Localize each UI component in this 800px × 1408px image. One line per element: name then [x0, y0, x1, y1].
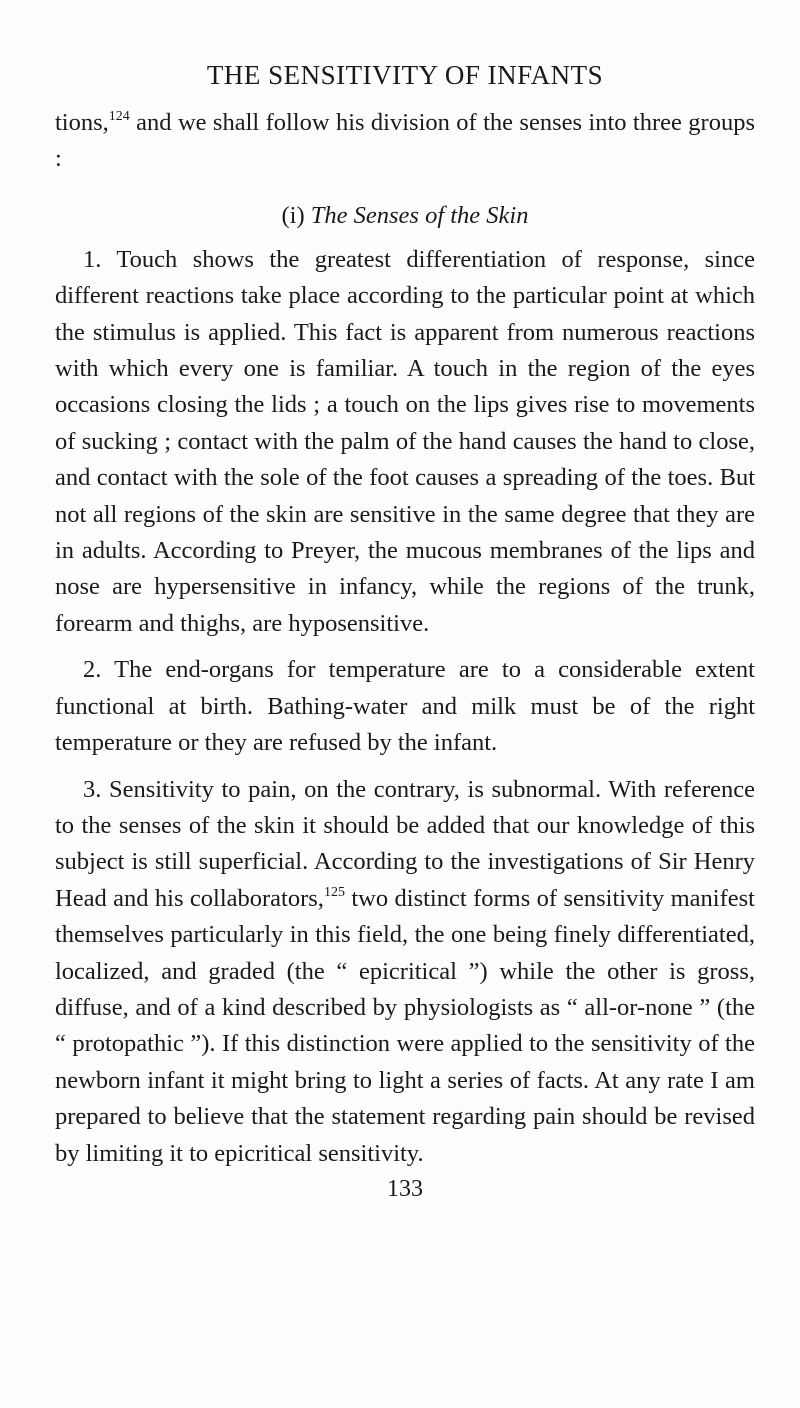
running-head: THE SENSITIVITY OF INFANTS: [206, 60, 604, 90]
pain-text-end: two distinct forms of sensitivity manifest themselves particularly in this field, the one being finely differentiated, localized, and graded (the “ epicritical ”) while the other is gross, diffuse, and of a kind described by physiologists as “ all-or-none ” (the “ protopathic ”). If this distinction were applied to the sensitivity of the newborn infant it might bring to light a series of facts. At any rate I am prepared to believe that the statement regarding pain should be revised by limiting it to epicritical sensitivity.: [55, 884, 755, 1167]
footnote-ref-124: 124: [108, 109, 130, 124]
book-page: [55, 60, 755, 1206]
section-number: (i): [281, 201, 305, 229]
pain-text-start: 3. Sensitivity to pain, on the contrary, is subnormal. With reference to the senses of the skin it should be added that our knowledge of this subject is still superficial. According to the investigations of Sir Henry Head and his collaborators,: [55, 775, 755, 912]
paragraph-temperature: 2. The end-organs for temperature are to a considerable extent functional at birth. Bathing-water and milk must be of the right temperature or they are refused by the infant.: [55, 656, 755, 757]
paragraph-touch: 1. Touch shows the greatest differentiation of response, since different reactions take place according to the particular point at which the stimulus is applied. This fact is apparent from numerous reactions with which every one is familiar. A touch in the region of the eyes occasions closing the lids ; a touch on the lips gives rise to movements of sucking ; contact with the palm of the hand causes the hand to close, and contact with the sole of the foot causes a spreading of the toes. But not all regions of the skin are sensitive in the same degree that they are in adults. According to Preyer, the mucous membranes of the lips and nose are hypersensitive in infancy, while the regions of the trunk, forearm and thighs, are hyposensitive.: [55, 245, 755, 637]
section-heading: [55, 198, 755, 234]
paragraph-pain: [55, 772, 755, 1172]
footnote-ref-125: 125: [323, 884, 345, 900]
intro-paragraph: [55, 105, 755, 178]
intro-text-end: and we shall follow his division of the senses into three groups :: [55, 109, 755, 173]
section-title: The Senses of the Skin: [310, 201, 529, 229]
page-number: 133: [387, 1175, 423, 1202]
intro-text-start: tions,: [55, 109, 109, 136]
